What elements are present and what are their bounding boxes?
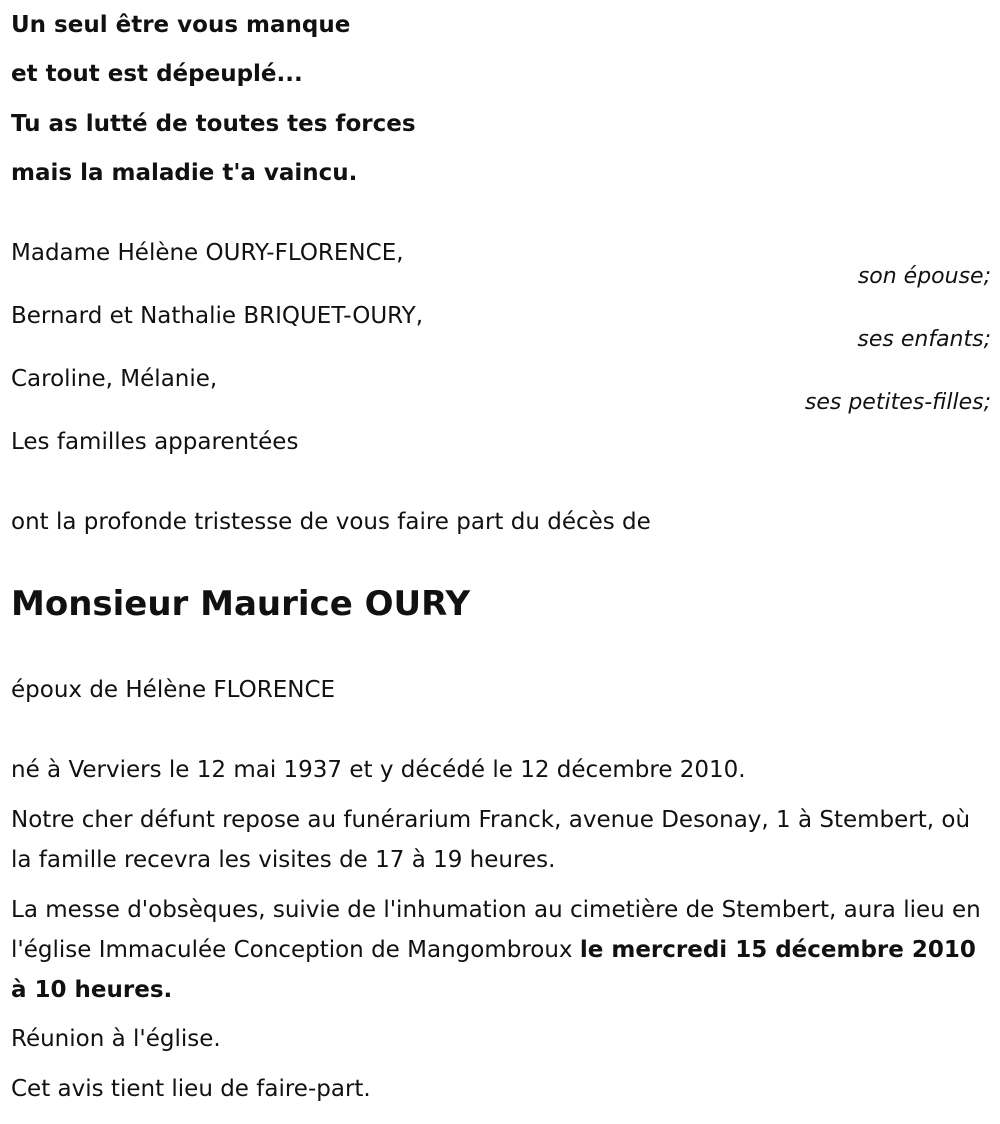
family-role-children: ses enfants;: [857, 327, 991, 352]
meeting-line: Réunion à l'église.: [11, 1026, 221, 1052]
family-member-relatives: Les familles apparentées: [11, 429, 299, 455]
family-member-grandchildren: Caroline, Mélanie,: [11, 366, 218, 392]
verse-line-3: Tu as lutté de toutes tes forces: [11, 111, 416, 137]
family-role-grandchildren: ses petites-filles;: [804, 390, 991, 415]
family-member-children: Bernard et Nathalie BRIQUET-OURY,: [11, 303, 424, 329]
funerarium-paragraph: Notre cher défunt repose au funérarium Franck, avenue Desonay, 1 à Stembert, où la famille recevra les visites de 17 à 19 heures.: [11, 807, 971, 873]
deceased-name: Monsieur Maurice OURY: [11, 584, 471, 624]
spouse-line: époux de Hélène FLORENCE: [11, 677, 336, 703]
mass-text: La messe d'obsèques, suivie de l'inhumation au cimetière de Stembert, aura lieu en l'église Immaculée Conception de Mangombroux: [11, 897, 981, 963]
notice-line: Cet avis tient lieu de faire-part.: [11, 1076, 371, 1102]
family-member-spouse: Madame Hélène OURY-FLORENCE,: [11, 240, 404, 266]
announcement-text: ont la profonde tristesse de vous faire part du décès de: [11, 509, 651, 535]
verse-line-4: mais la maladie t'a vaincu.: [11, 160, 358, 186]
birth-death-line: né à Verviers le 12 mai 1937 et y décédé le 12 décembre 2010.: [11, 757, 746, 783]
family-role-spouse: son épouse;: [857, 264, 991, 289]
verse-line-2: et tout est dépeuplé...: [11, 61, 303, 87]
verse-line-1: Un seul être vous manque: [11, 12, 351, 38]
mass-paragraph: [11, 890, 986, 1010]
mass-date: le mercredi 15 décembre 2010 à 10 heures.: [11, 937, 976, 1003]
